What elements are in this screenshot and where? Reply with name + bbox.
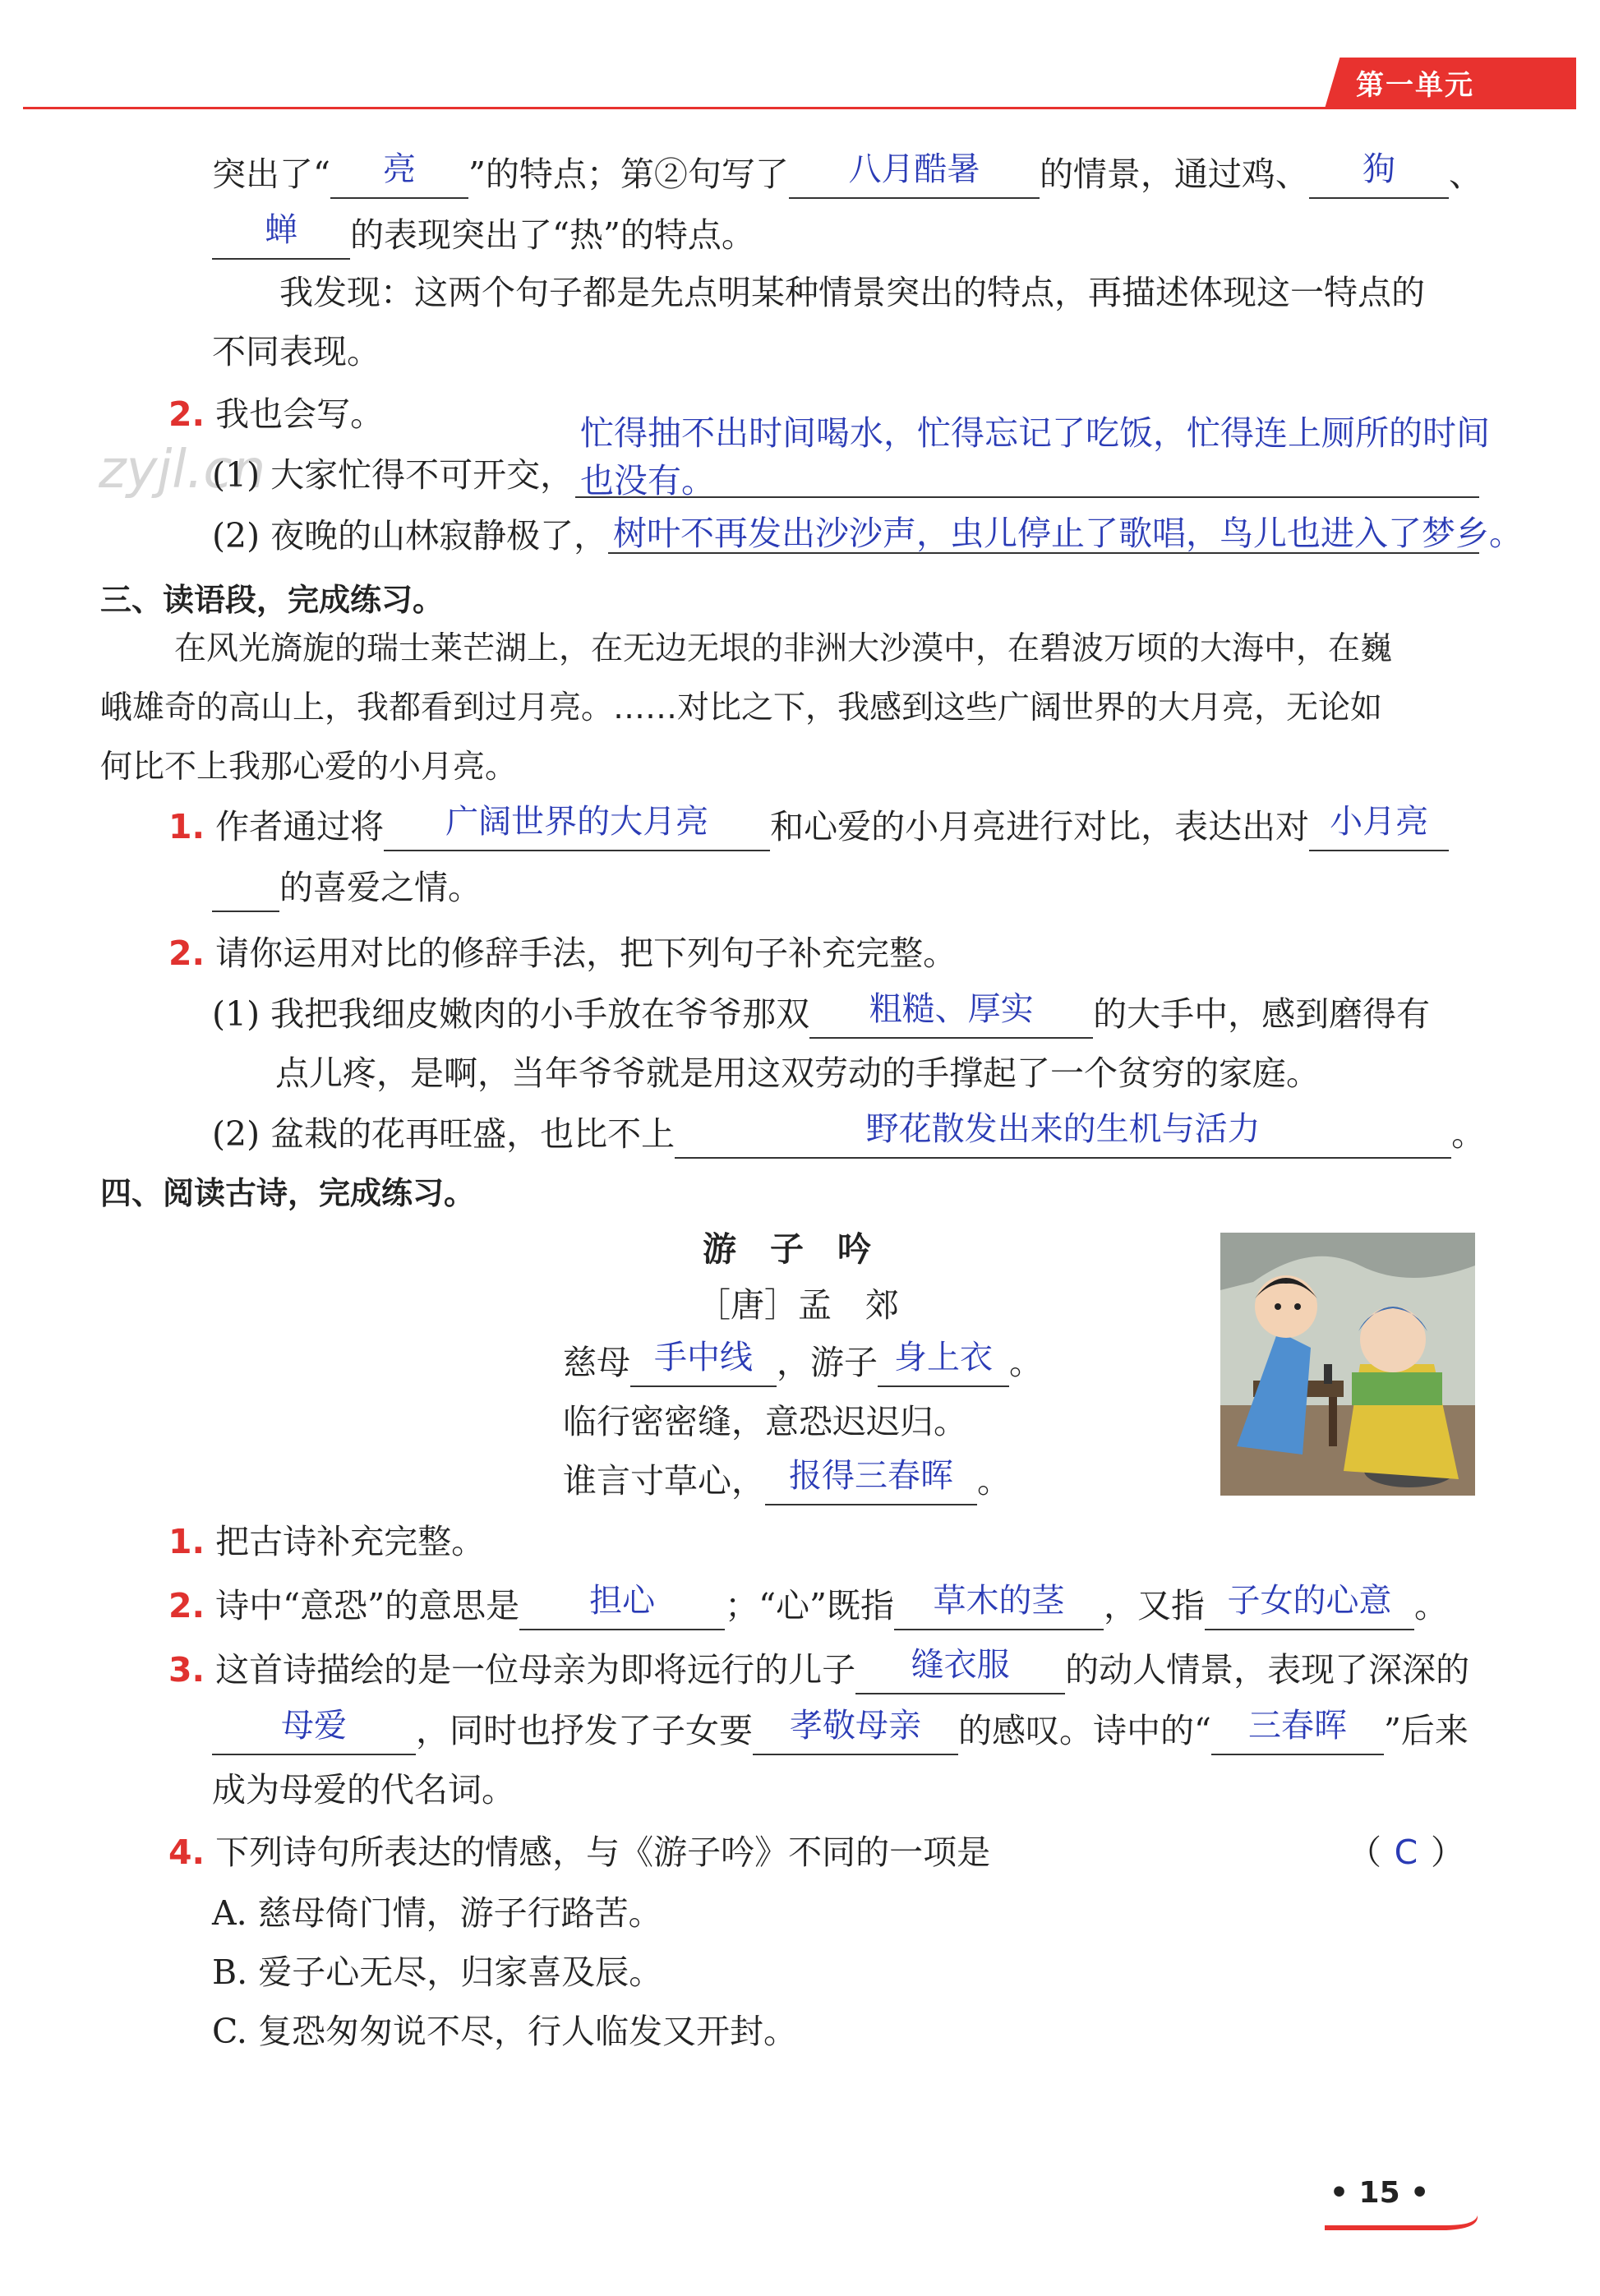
s3-q2-title: 2. 请你运用对比的修辞手法，把下列句子补充完整。 [168, 934, 957, 973]
poem-line1: 慈母 手中线 ，游子 身上衣 。 [563, 1338, 1043, 1387]
blank[interactable]: 母爱 [212, 1711, 416, 1755]
s4-q4-optC: C. 复恐匆匆说不尽，行人临发又开封。 [212, 2012, 797, 2051]
page-swoosh-icon [1323, 2211, 1487, 2235]
blank[interactable]: 缝衣服 [855, 1650, 1065, 1694]
poem-line3: 谁言寸草心， 报得三春晖 。 [563, 1456, 1011, 1505]
s2-answer: 树叶不再发出沙沙声，虫儿停止了歌唱，鸟儿也进入了梦乡。 [613, 514, 1523, 553]
watermark: zyjl.cn [99, 440, 266, 500]
blank[interactable]: 三春晖 [1211, 1711, 1384, 1755]
s1-label: (1) 大家忙得不可开交， [212, 455, 574, 495]
blank[interactable]: 小月亮 [1309, 807, 1449, 851]
s3-q1-line2: 的喜爱之情。 [212, 863, 482, 912]
s1-answer-l1: 忙得抽不出时间喝水，忙得忘记了吃饭，忙得连上厕所的时间 [580, 413, 1490, 453]
section4-heading: 四、阅读古诗，完成练习。 [100, 1175, 476, 1211]
blank[interactable] [212, 868, 279, 912]
blank[interactable]: 草木的茎 [894, 1586, 1104, 1630]
s4-q3-line1: 3. 这首诗描绘的是一位母亲为即将远行的儿子 缝衣服 的动人情景，表现了深深的 [168, 1645, 1469, 1694]
blank[interactable]: 子女的心意 [1205, 1586, 1414, 1630]
poem-line2: 临行密密缝，意恐迟迟归。 [563, 1402, 967, 1441]
discover-line2: 不同表现。 [212, 332, 380, 371]
p2-line2: 蝉 的表现突出了“热”的特点。 [212, 210, 755, 260]
s3-q2-s1-cont: 点儿疼，是啊，当年爷爷就是用这双劳动的手撑起了一个贫穷的家庭。 [275, 1053, 1320, 1093]
s4-q2: 2. 诗中“意恐”的意思是 担心 ；“心”既指 草木的茎 ，又指 子女的心意 。 [168, 1581, 1448, 1630]
blank[interactable]: 野花散发出来的生机与活力 [675, 1114, 1451, 1159]
s4-q3-line3: 成为母爱的代名词。 [212, 1770, 515, 1810]
q2-write-title: 2. 我也会写。 [168, 394, 385, 434]
s2-label: (2) 夜晚的山林寂静极了， [212, 516, 608, 556]
section3-para-l3: 何比不上我那心爱的小月亮。 [100, 749, 518, 786]
blank[interactable]: 亮 [330, 154, 468, 199]
blank[interactable]: 广阔世界的大月亮 [384, 807, 770, 851]
s4-q3-line2: 母爱 ，同时也抒发了子女要 孝敬母亲 的感叹。诗中的“ 三春晖 ”后来 [212, 1706, 1469, 1755]
s3-q2-s2: (2) 盆栽的花再旺盛，也比不上 野花散发出来的生机与活力 。 [212, 1109, 1485, 1159]
s4-q1: 1. 把古诗补充完整。 [168, 1522, 486, 1561]
s3-q1-line1: 1. 作者通过将 广阔世界的大月亮 和心爱的小月亮进行对比，表达出对 小月亮 [168, 802, 1449, 851]
page-number: • 15 • [1330, 2176, 1430, 2210]
s4-q4-optB: B. 爱子心无尽，归家喜及辰。 [212, 1953, 663, 1992]
section3-para-l2: 峨雄奇的高山上，我都看到过月亮。……对比之下，我感到这些广阔世界的大月亮，无论如 [100, 689, 1383, 726]
s4-q4: 4. 下列诗句所表达的情感，与《游子吟》不同的一项是 [168, 1833, 991, 1872]
blank[interactable]: 粗糙、厚实 [809, 994, 1093, 1039]
blank[interactable]: 狗 [1309, 154, 1449, 199]
blank[interactable]: 担心 [519, 1586, 725, 1630]
blank[interactable]: 身上衣 [878, 1343, 1009, 1387]
unit-tab-label: 第一单元 [1356, 69, 1474, 102]
s4-q4-answer-paren: （ C ） [1348, 1828, 1464, 1877]
blank[interactable]: 手中线 [630, 1343, 777, 1387]
p2-line1: 突出了“ 亮 ”的特点；第②句写了 八月酷暑 的情景，通过鸡、 狗 、 [212, 150, 1482, 199]
blank[interactable]: 八月酷暑 [789, 154, 1040, 199]
blank[interactable]: 报得三春晖 [765, 1461, 977, 1505]
s4-q4-optA: A. 慈母倚门情，游子行路苦。 [212, 1893, 662, 1933]
poem-author: ［唐］孟 郊 [697, 1285, 899, 1325]
section3-para-l1: 在风光旖旎的瑞士莱芒湖上，在无边无垠的非洲大沙漠中，在碧波万顷的大海中，在巍 [174, 630, 1393, 667]
s1-answer-l2: 也没有。 [580, 461, 715, 500]
s4-q4-answer: C [1394, 1833, 1418, 1872]
blank[interactable]: 孝敬母亲 [753, 1711, 958, 1755]
blank[interactable]: 蝉 [212, 215, 350, 260]
poem-illustration [1220, 1233, 1475, 1496]
poem-title: 游 子 吟 [703, 1229, 871, 1269]
s3-q2-s1: (1) 我把我细皮嫩肉的小手放在爷爷那双 粗糙、厚实 的大手中，感到磨得有 [212, 989, 1430, 1039]
section3-heading: 三、读语段，完成练习。 [100, 582, 445, 618]
discover-line1: 我发现：这两个句子都是先点明某种情景突出的特点，再描述体现这一特点的 [279, 273, 1425, 312]
